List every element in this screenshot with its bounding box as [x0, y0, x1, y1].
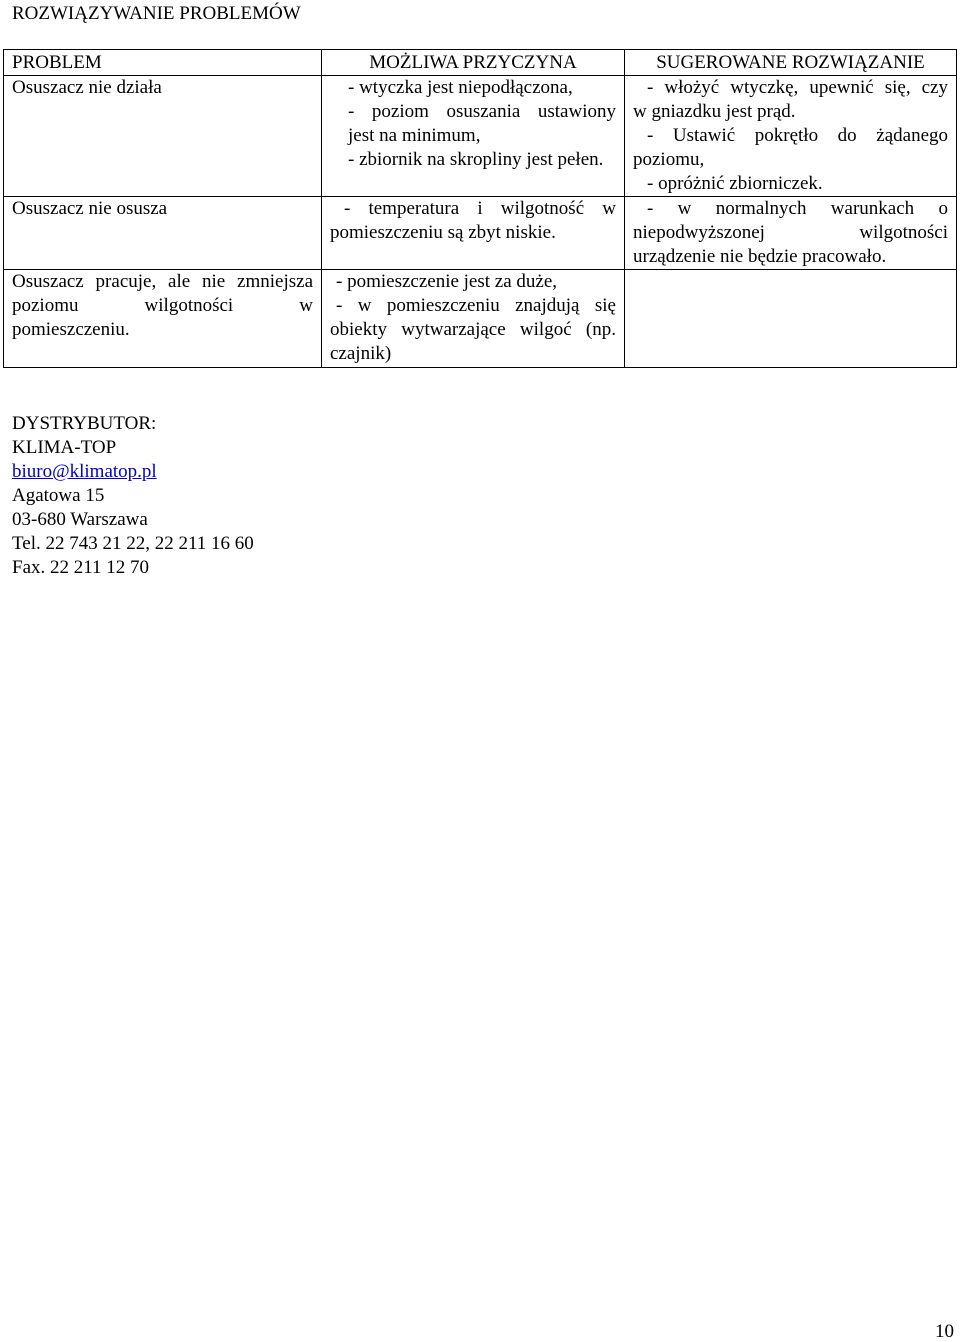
- cell-line: - w normalnych warunkach o: [647, 198, 948, 219]
- cell-line: pomieszczeniu są zbyt niskie.: [330, 222, 556, 243]
- row-1-cause: [322, 76, 625, 197]
- distributor-city: 03-680 Warszawa: [12, 509, 148, 530]
- cell-line: urządzenie nie będzie pracowało.: [633, 246, 887, 267]
- table-row: [4, 197, 957, 270]
- cell-line: - Ustawić pokrętło do żądanego: [647, 125, 948, 146]
- cell-line: - opróżnić zbiorniczek.: [647, 173, 823, 194]
- page-number: 10: [935, 1321, 954, 1342]
- cell-line: poziomu,: [633, 149, 705, 170]
- cell-line: czajnik): [330, 343, 392, 364]
- header-solution: SUGEROWANE ROZWIĄZANIE: [625, 50, 957, 76]
- header-cause: MOŻLIWA PRZYCZYNA: [322, 50, 625, 76]
- row-1-problem: [4, 76, 322, 197]
- table-header-row: [4, 50, 957, 76]
- cell-line: - w pomieszczeniu znajdują się: [336, 295, 616, 316]
- row-2-cause: [322, 197, 625, 270]
- distributor-email-link[interactable]: biuro@klimatop.pl: [12, 461, 157, 482]
- cell-line: jest na minimum,: [348, 125, 481, 146]
- cell-line: Osuszacz pracuje, ale nie zmniejsza: [12, 271, 313, 292]
- page-heading: ROZWIĄZYWANIE PROBLEMÓW: [12, 3, 301, 24]
- row-3-solution: [625, 270, 957, 368]
- cell-line: - pomieszczenie jest za duże,: [336, 271, 558, 292]
- cell-line: niepodwyższonej wilgotności: [633, 222, 948, 243]
- row-1-solution: [625, 76, 957, 197]
- table-row: [4, 76, 957, 197]
- distributor-phone: Tel. 22 743 21 22, 22 211 16 60: [12, 533, 254, 554]
- row-2-solution: [625, 197, 957, 270]
- row-3-problem: [4, 270, 322, 368]
- distributor-company: KLIMA-TOP: [12, 437, 117, 458]
- distributor-block: [12, 412, 254, 580]
- header-problem: PROBLEM: [4, 50, 322, 76]
- row-3-cause: [322, 270, 625, 368]
- cell-line: pomieszczeniu.: [12, 319, 130, 340]
- distributor-label: DYSTRYBUTOR:: [12, 413, 157, 434]
- cell-line: - włożyć wtyczkę, upewnić się, czy: [647, 77, 948, 98]
- cell-line: - zbiornik na skropliny jest pełen.: [348, 149, 604, 170]
- troubleshooting-table: [3, 49, 957, 368]
- row-2-problem: [4, 197, 322, 270]
- cell-line: Osuszacz nie osusza: [12, 198, 168, 219]
- cell-line: w gniazdku jest prąd.: [633, 101, 796, 122]
- cell-line: - poziom osuszania ustawiony: [348, 101, 616, 122]
- distributor-street: Agatowa 15: [12, 485, 105, 506]
- cell-line: poziomu wilgotności w: [12, 295, 313, 316]
- cell-line: - temperatura i wilgotność w: [344, 198, 616, 219]
- cell-line: obiekty wytwarzające wilgoć (np.: [330, 319, 616, 340]
- distributor-fax: Fax. 22 211 12 70: [12, 557, 150, 578]
- cell-line: - wtyczka jest niepodłączona,: [348, 77, 573, 98]
- table-row: [4, 270, 957, 368]
- cell-line: Osuszacz nie działa: [12, 77, 162, 98]
